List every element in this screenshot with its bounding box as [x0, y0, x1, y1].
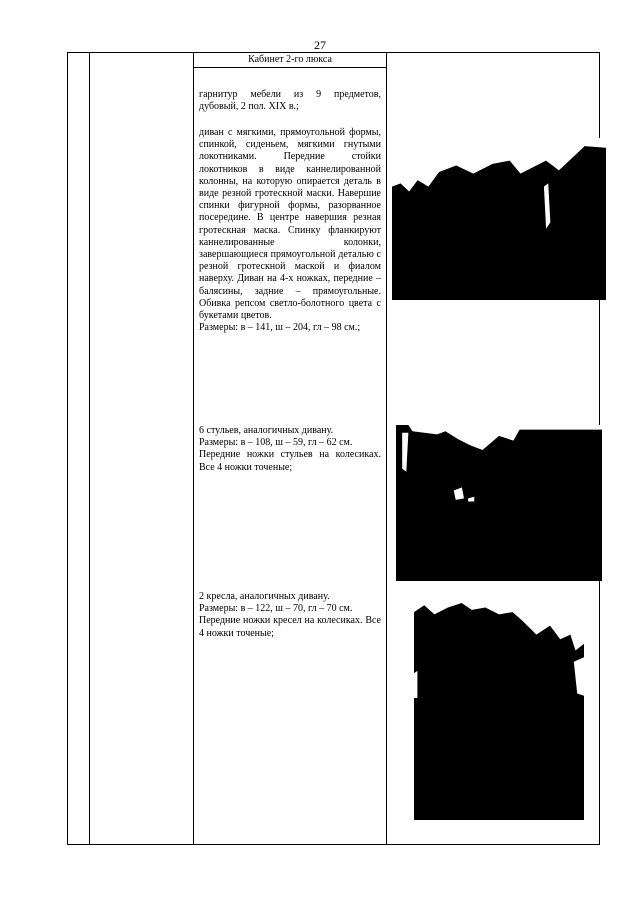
column-divider: [386, 53, 387, 844]
item-note: Передние ножки кресел на колесиках. Все 4 ножки точеные;: [199, 615, 381, 639]
column-divider: [193, 53, 194, 844]
page-number: 27: [314, 38, 326, 52]
item-note: Передние ножки стульев на колесиках. Все 4 ножки точеные;: [199, 449, 381, 473]
item-sofa: [199, 127, 381, 334]
item-description: 2 кресла, аналогичных дивану.: [199, 591, 330, 602]
section-title: Кабинет 2-го люкса: [248, 54, 332, 65]
item-armchairs: [199, 591, 381, 640]
item-text: гарнитур мебели из 9 предметов, дубовый, 2 пол. XIX в.;: [199, 89, 381, 113]
item-dimensions: Размеры: в – 108, ш – 59, гл – 62 см.: [199, 437, 353, 449]
chair-photo: [396, 425, 602, 581]
column-divider: [89, 53, 90, 844]
item-furniture-set: [199, 89, 381, 113]
sofa-photo: [392, 138, 606, 300]
inventory-table: [67, 52, 600, 845]
section-title-divider: [193, 67, 386, 68]
item-description: 6 стульев, аналогичных дивану.: [199, 425, 334, 436]
armchair-photo: [414, 594, 584, 820]
item-description: диван с мягкими, прямоугольной формы, спинкой, сиденьем, мягкими гнутыми локотниками. Передние стойки локотников в виде каннелированной колонны, на которую опирается деталь в виде резной гротескной маски. Навершие спинки фигурной формы, разорванное посередине. В центре навершия резная гротескная маска. Спинку фланкируют каннелированные колонки, завершающиеся прямоугольной деталью с резной гротескной маской и фиалом наверху. Диван на 4-х ножках, передние – балясины, задние – прямоугольные. Обивка репсом светло-болотного цвета с букетами цветов.: [199, 127, 381, 322]
item-chairs: [199, 425, 381, 474]
item-dimensions: Размеры: в – 122, ш – 70, гл – 70 см.: [199, 603, 353, 615]
item-dimensions: Размеры: в – 141, ш – 204, гл – 98 см.;: [199, 322, 361, 334]
